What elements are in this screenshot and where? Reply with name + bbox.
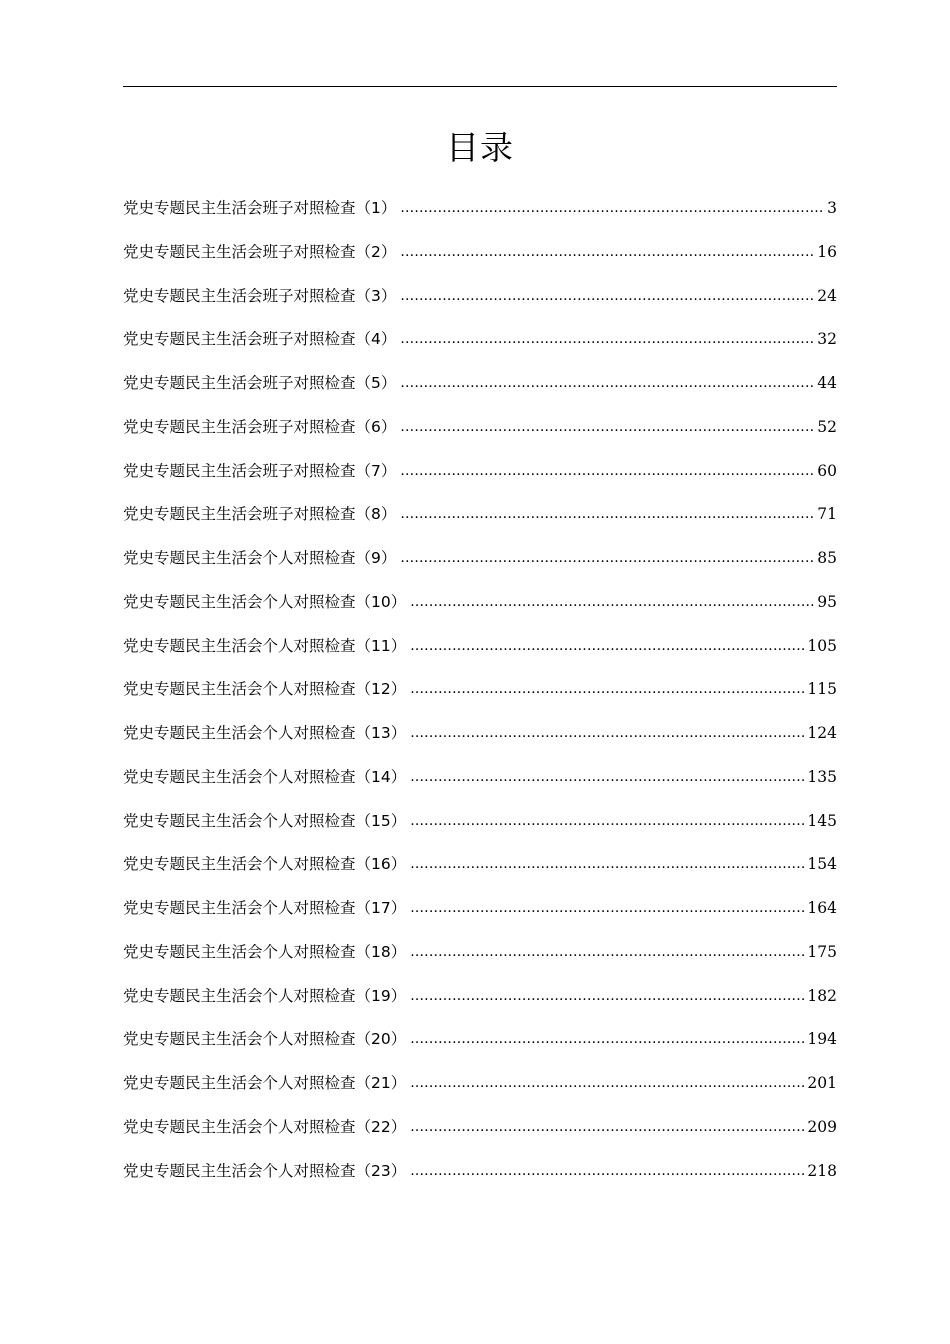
toc-entry-label: 党史专题民主生活会班子对照检查（5） [123,374,397,392]
toc-page-number: 52 [817,417,837,436]
toc-entry[interactable] [123,1160,837,1204]
toc-entry-label: 党史专题民主生活会班子对照检查（4） [123,330,397,349]
toc-entry[interactable] [123,1116,837,1160]
toc-entry[interactable] [123,372,837,416]
toc-dot-leader [410,591,815,613]
toc-entry[interactable] [123,197,837,241]
toc-entry[interactable] [123,941,837,985]
toc-page-number: 16 [817,242,837,261]
toc-entry-label: 党史专题民主生活会个人对照检查（9） [123,549,397,567]
toc-entry-label: 党史专题民主生活会个人对照检查（15） [123,811,407,830]
toc-entry[interactable] [123,547,837,591]
toc-dot-leader [410,1116,805,1138]
toc-dot-leader [410,678,805,700]
toc-page-number: 209 [807,1117,837,1136]
toc-entry[interactable] [123,416,837,460]
toc-page-number: 71 [817,505,837,524]
toc-page-number: 24 [817,286,837,305]
toc-entry[interactable] [123,503,837,547]
toc-dot-leader [400,197,825,219]
toc-entry[interactable] [123,678,837,722]
toc-list [123,197,837,1203]
toc-page-number: 154 [807,855,837,874]
toc-page-number: 182 [807,986,837,1005]
toc-entry-label: 党史专题民主生活会个人对照检查（11） [123,636,407,655]
toc-entry-label: 党史专题民主生活会个人对照检查（20） [123,1030,407,1049]
toc-dot-leader [400,241,815,263]
toc-page-number: 218 [807,1161,837,1180]
toc-dot-leader [410,766,805,788]
toc-page-number: 60 [817,461,837,480]
toc-entry-label: 党史专题民主生活会个人对照检查（18） [123,942,407,961]
toc-page-number: 145 [807,811,837,830]
toc-entry-label: 党史专题民主生活会个人对照检查（19） [123,986,407,1005]
toc-entry-label: 党史专题民主生活会个人对照检查（16） [123,855,407,874]
toc-page-number: 44 [817,374,837,392]
toc-entry-label: 党史专题民主生活会个人对照检查（22） [123,1117,407,1136]
toc-dot-leader [400,503,815,525]
toc-dot-leader [410,853,805,875]
toc-dot-leader [400,372,815,394]
toc-entry-label: 党史专题民主生活会班子对照检查（7） [123,461,397,480]
toc-dot-leader [410,1028,805,1050]
toc-entry[interactable] [123,285,837,329]
toc-dot-leader [410,985,805,1007]
header-rule [123,86,837,87]
toc-entry[interactable] [123,766,837,810]
toc-entry-label: 党史专题民主生活会班子对照检查（2） [123,242,397,261]
toc-dot-leader [410,941,805,963]
toc-page-number: 124 [807,724,837,742]
toc-entry[interactable] [123,853,837,897]
toc-dot-leader [400,547,815,569]
toc-entry[interactable] [123,1028,837,1072]
toc-entry[interactable] [123,635,837,679]
toc-entry-label: 党史专题民主生活会个人对照检查（14） [123,767,407,786]
toc-entry-label: 党史专题民主生活会班子对照检查（1） [123,199,397,217]
toc-entry[interactable] [123,897,837,941]
toc-dot-leader [410,722,805,744]
toc-page-number: 85 [817,549,837,567]
toc-page-number: 105 [807,636,837,655]
toc-entry-label: 党史专题民主生活会个人对照检查（13） [123,724,407,742]
toc-entry[interactable] [123,460,837,504]
toc-page-number: 201 [807,1074,837,1092]
toc-entry[interactable] [123,810,837,854]
toc-entry[interactable] [123,591,837,635]
toc-entry-label: 党史专题民主生活会班子对照检查（6） [123,417,397,436]
toc-dot-leader [400,460,815,482]
toc-entry-label: 党史专题民主生活会个人对照检查（23） [123,1161,407,1180]
toc-entry-label: 党史专题民主生活会个人对照检查（10） [123,592,407,611]
toc-page-number: 164 [807,899,837,917]
toc-entry-label: 党史专题民主生活会个人对照检查（21） [123,1074,407,1092]
toc-page-number: 175 [807,942,837,961]
toc-page-number: 194 [807,1030,837,1049]
toc-dot-leader [410,1160,805,1182]
toc-entry[interactable] [123,1072,837,1116]
toc-entry-label: 党史专题民主生活会班子对照检查（3） [123,286,397,305]
toc-entry-label: 党史专题民主生活会个人对照检查（12） [123,680,407,699]
toc-entry[interactable] [123,985,837,1029]
toc-dot-leader [410,897,805,919]
toc-page-number: 135 [807,767,837,786]
toc-dot-leader [410,635,805,657]
page-title: 目录 [446,128,514,167]
toc-dot-leader [400,328,815,350]
toc-page-number: 95 [817,592,837,611]
toc-entry-label: 党史专题民主生活会个人对照检查（17） [123,899,407,917]
toc-entry[interactable] [123,328,837,372]
toc-dot-leader [410,1072,805,1094]
toc-entry-label: 党史专题民主生活会班子对照检查（8） [123,505,397,524]
toc-page-number: 32 [817,330,837,349]
toc-page-number: 115 [807,680,837,699]
toc-entry[interactable] [123,241,837,285]
toc-dot-leader [400,416,815,438]
toc-page-number: 3 [827,199,837,217]
toc-dot-leader [400,285,815,307]
toc-entry[interactable] [123,722,837,766]
toc-dot-leader [410,810,805,832]
